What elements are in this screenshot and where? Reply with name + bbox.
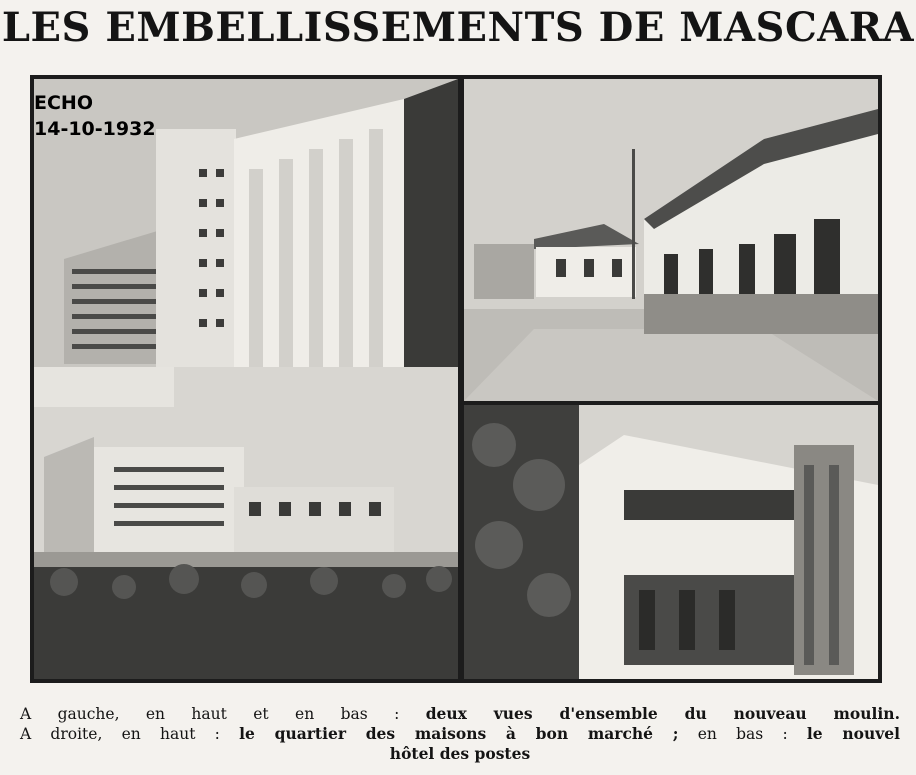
caption-left-label: A gauche, en haut et en bas : [20, 705, 400, 723]
caption-line-2 [20, 724, 900, 744]
stamp-date: 14-10-1932 [34, 118, 156, 140]
archive-stamp [34, 90, 156, 142]
caption-left-text: deux vues d'ensemble du nouveau moulin. [425, 704, 900, 723]
post-office-illustration [464, 405, 878, 679]
caption-right-label: A droite, en haut : [20, 725, 220, 743]
street-houses-illustration [464, 79, 878, 401]
stamp-source: ECHO [34, 92, 93, 114]
photo-collage [30, 75, 882, 683]
caption-bottom-label: en bas : [697, 725, 788, 743]
caption-line-3 [20, 744, 900, 764]
caption-right-text: le quartier des maisons à bon marché ; [239, 724, 679, 743]
photo-caption [20, 704, 900, 764]
photo-moulin-bas [34, 367, 458, 679]
photo-maisons-bon-marche [464, 79, 878, 401]
caption-bottom-text: le nouvel [806, 724, 901, 743]
headline: LES EMBELLISSEMENTS DE MASCARA [1, 4, 915, 51]
photo-hotel-des-postes [464, 405, 878, 679]
caption-line-1 [20, 704, 900, 724]
mill-wide-view-illustration [34, 367, 458, 679]
caption-postoffice-text: hôtel des postes [389, 744, 531, 763]
